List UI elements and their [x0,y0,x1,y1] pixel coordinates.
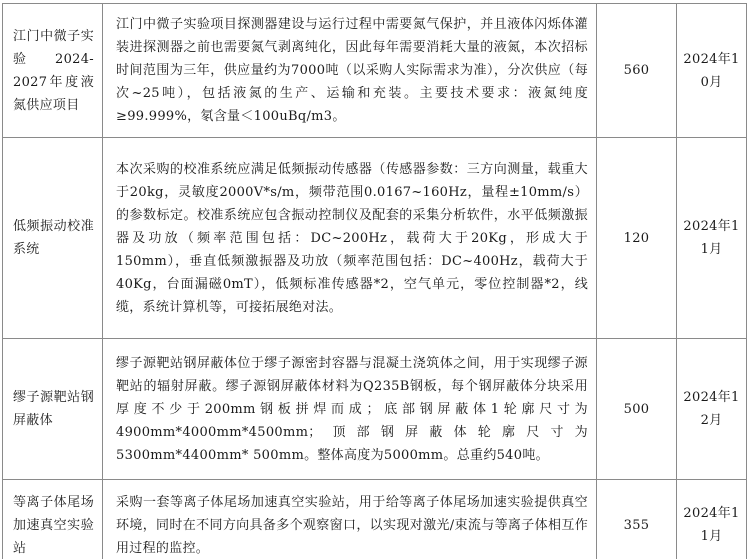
project-name-cell: 缪子源靶站钢屏蔽体 [3,339,103,480]
project-amount-cell: 355 [597,480,677,559]
table-row [3,339,747,480]
procurement-table [2,3,747,559]
project-name-cell: 等离子体尾场加速真空实验站 [3,480,103,559]
project-amount-cell: 500 [597,339,677,480]
project-amount-cell: 120 [597,138,677,339]
project-name-cell: 低频振动校准系统 [3,138,103,339]
project-amount-cell: 560 [597,4,677,138]
project-date-cell: 2024年12月 [677,339,747,480]
project-date-cell: 2024年11月 [677,138,747,339]
project-description-cell: 缪子源靶站钢屏蔽体位于缪子源密封容器与混凝土浇筑体之间，用于实现缪子源靶站的辐射屏蔽。缪子源钢屏蔽体材料为Q235B钢板，每个钢屏蔽体分块采用厚度不少于200mm钢板拼焊而成；底部钢屏蔽体1轮廓尺寸为4900mm*4000mm*4500mm；顶部钢屏蔽体轮廓尺寸为5300mm*4400mm* 500mm。整体高度为5000mm。总重约540吨。 [103,339,597,480]
project-date-cell: 2024年11月 [677,480,747,559]
project-description-cell: 本次采购的校准系统应满足低频振动传感器（传感器参数：三方向测量，载重大于20kg，灵敏度2000V*s/m，频带范围0.0167~160Hz，量程±10mm/s）的参数标定。校准系统应包含振动控制仪及配套的采集分析软件，水平低频激振器及功放（频率范围包括：DC~200Hz，载荷大于20Kg，形成大于150mm），垂直低频激振器及功放（频率范围包括：DC~400Hz，载荷大于40Kg，台面漏磁0mT），低频标准传感器*2，空气单元，零位控制器*2，线缆，系统计算机等，可接拓展绝对法。 [103,138,597,339]
project-description-cell: 江门中微子实验项目探测器建设与运行过程中需要氮气保护，并且液体闪烁体灌装进探测器之前也需要氮气剥离纯化，因此每年需要消耗大量的液氮，本次招标时间范围为三年，供应量约为7000吨（以采购人实际需求为准），分次供应（每次~25吨），包括液氮的生产、运输和充装。主要技术要求：液氮纯度≥99.999%，氡含量＜100uBq/m3。 [103,4,597,138]
table-row [3,138,747,339]
project-date-cell: 2024年10月 [677,4,747,138]
project-description-cell: 采购一套等离子体尾场加速真空实验站，用于给等离子体尾场加速实验提供真空环境，同时在不同方向具备多个观察窗口，以实现对激光/束流与等离子体相互作用过程的监控。 [103,480,597,559]
project-name-cell: 江门中微子实验2024-2027年度液氮供应项目 [3,4,103,138]
table-row [3,4,747,138]
table-row [3,480,747,559]
